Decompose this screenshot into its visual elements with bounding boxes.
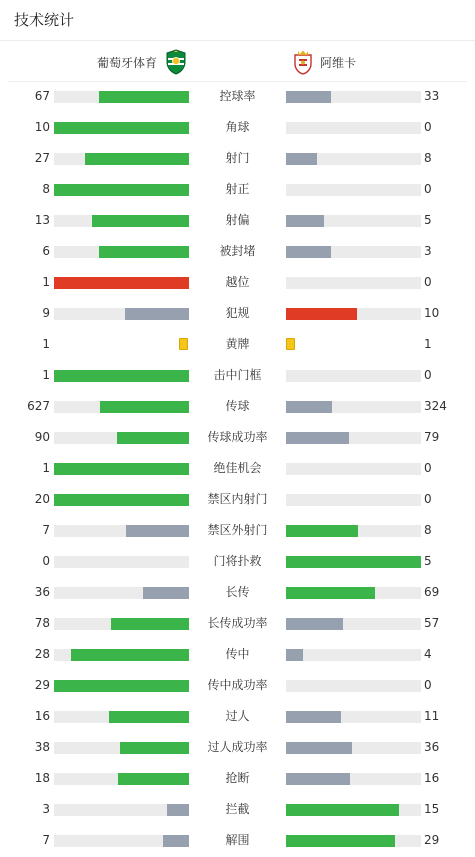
home-stat-bar <box>54 680 189 692</box>
away-stat-bar-fill <box>286 432 349 444</box>
stat-row <box>0 794 475 825</box>
home-stat-value: 20 <box>34 492 50 506</box>
away-stat-bar-fill <box>286 618 343 630</box>
stat-row <box>0 267 475 298</box>
home-stat-value: 7 <box>42 833 50 847</box>
away-stat-value: 16 <box>424 771 440 785</box>
away-stat-value: 0 <box>424 368 432 382</box>
home-stat-bar <box>54 587 189 599</box>
stat-label: 长传 <box>225 585 250 599</box>
home-stat-bar-fill <box>167 804 190 816</box>
home-stat-bar-fill <box>120 742 189 754</box>
stat-label: 长传成功率 <box>207 616 268 630</box>
home-stat-value: 10 <box>34 120 50 134</box>
stat-label: 绝佳机会 <box>213 461 262 475</box>
away-stat-value: 29 <box>424 833 440 847</box>
title-divider <box>0 40 475 41</box>
away-stat-bar <box>286 711 421 723</box>
cd-aves-crest-icon <box>292 49 314 75</box>
stats-list <box>0 81 475 856</box>
home-stat-bar <box>54 835 189 847</box>
stat-label: 射门 <box>225 151 250 165</box>
home-stat-value: 7 <box>42 523 50 537</box>
home-stat-value: 67 <box>34 89 50 103</box>
stat-row <box>0 81 475 112</box>
home-stat-bar <box>54 494 189 506</box>
stat-label: 传中 <box>225 647 250 661</box>
home-stat-value: 38 <box>34 740 50 754</box>
home-stat-bar <box>54 773 189 785</box>
away-stat-bar <box>286 91 421 103</box>
away-stat-value: 0 <box>424 182 432 196</box>
home-stat-bar <box>54 401 189 413</box>
away-stat-value: 8 <box>424 151 432 165</box>
home-stat-bar-fill <box>54 494 189 506</box>
home-stat-value: 1 <box>42 368 50 382</box>
away-stat-bar-fill <box>286 773 350 785</box>
away-stat-value: 4 <box>424 647 432 661</box>
away-stat-bar <box>286 556 421 568</box>
stat-row <box>0 608 475 639</box>
away-stat-bar <box>286 370 421 382</box>
home-stat-bar <box>54 711 189 723</box>
away-stat-bar <box>286 494 421 506</box>
home-stat-value: 18 <box>34 771 50 785</box>
stat-label: 击中门框 <box>213 368 262 382</box>
away-stat-bar-fill <box>286 308 357 320</box>
away-stat-bar <box>286 308 421 320</box>
away-stat-value: 57 <box>424 616 440 630</box>
home-stat-bar-fill <box>99 91 190 103</box>
away-stat-bar-fill <box>286 153 317 165</box>
home-stat-value: 627 <box>27 399 50 413</box>
stat-row <box>0 763 475 794</box>
stat-row <box>0 546 475 577</box>
home-stat-bar-fill <box>85 153 189 165</box>
stat-row <box>0 329 475 360</box>
stat-label: 过人 <box>225 709 250 723</box>
home-stat-bar <box>54 742 189 754</box>
home-team-header[interactable] <box>97 49 187 75</box>
stat-label: 射偏 <box>225 213 250 227</box>
home-stat-bar-fill <box>125 308 189 320</box>
away-stat-bar-fill <box>286 215 324 227</box>
away-stat-bar <box>286 835 421 847</box>
away-stat-bar <box>286 401 421 413</box>
home-stat-bar-fill <box>54 184 189 196</box>
away-stat-bar-fill <box>286 587 375 599</box>
sporting-cp-crest-icon <box>165 49 187 75</box>
away-stat-bar-fill <box>286 711 341 723</box>
home-stat-bar <box>54 525 189 537</box>
stat-row <box>0 577 475 608</box>
home-stat-bar <box>54 215 189 227</box>
stat-label: 犯规 <box>225 306 250 320</box>
stat-row <box>0 670 475 701</box>
home-stat-bar-fill <box>143 587 189 599</box>
home-stat-value: 1 <box>42 337 50 351</box>
away-stat-bar <box>286 432 421 444</box>
home-stat-bar <box>54 122 189 134</box>
stat-row <box>0 453 475 484</box>
stat-label: 过人成功率 <box>207 740 268 754</box>
away-stat-value: 5 <box>424 213 432 227</box>
home-stat-bar-fill <box>117 432 189 444</box>
home-stat-bar <box>54 463 189 475</box>
stat-label: 射正 <box>225 182 250 196</box>
away-stat-value: 1 <box>424 337 432 351</box>
home-stat-bar-fill <box>100 401 189 413</box>
stat-label: 抢断 <box>225 771 250 785</box>
home-stat-bar <box>54 246 189 258</box>
home-stat-bar-fill <box>99 246 189 258</box>
home-stat-bar-fill <box>54 680 189 692</box>
home-stat-bar-fill <box>71 649 189 661</box>
home-stat-value: 16 <box>34 709 50 723</box>
away-stat-bar <box>286 122 421 134</box>
home-stat-bar <box>54 649 189 661</box>
away-stat-bar <box>286 525 421 537</box>
away-stat-value: 5 <box>424 554 432 568</box>
stat-label: 传中成功率 <box>207 678 268 692</box>
away-stat-value: 10 <box>424 306 440 320</box>
home-stat-bar <box>54 277 189 289</box>
away-stat-bar <box>286 804 421 816</box>
stat-label: 禁区外射门 <box>207 523 268 537</box>
away-stat-value: 0 <box>424 275 432 289</box>
stat-label: 角球 <box>225 120 250 134</box>
away-stat-bar <box>286 618 421 630</box>
stat-label: 门将扑救 <box>213 554 262 568</box>
home-stat-value: 27 <box>34 151 50 165</box>
stat-label: 拦截 <box>225 802 250 816</box>
home-stat-bar <box>54 370 189 382</box>
stat-label: 越位 <box>225 275 250 289</box>
away-stat-bar-fill <box>286 525 358 537</box>
away-stat-bar-fill <box>286 246 331 258</box>
stat-row <box>0 143 475 174</box>
away-stat-value: 69 <box>424 585 440 599</box>
home-stat-bar <box>54 184 189 196</box>
stat-label: 解围 <box>225 833 250 847</box>
away-stat-bar-fill <box>286 742 352 754</box>
home-yellow-card-icon <box>179 338 188 350</box>
away-stat-value: 0 <box>424 678 432 692</box>
home-stat-value: 13 <box>34 213 50 227</box>
away-stat-bar <box>286 277 421 289</box>
home-stat-value: 3 <box>42 802 50 816</box>
away-stat-value: 11 <box>424 709 440 723</box>
stat-label: 黄牌 <box>225 337 250 351</box>
stat-row <box>0 174 475 205</box>
away-team-name: 阿维卡 <box>320 55 357 70</box>
away-stat-value: 0 <box>424 461 432 475</box>
home-stat-value: 8 <box>42 182 50 196</box>
away-stat-bar-fill <box>286 91 331 103</box>
home-stat-bar <box>54 153 189 165</box>
stat-label: 传球 <box>225 399 250 413</box>
away-stat-value: 15 <box>424 802 440 816</box>
away-stat-bar <box>286 649 421 661</box>
page-title: 技术统计 <box>14 11 75 29</box>
stat-row <box>0 732 475 763</box>
home-stat-value: 29 <box>34 678 50 692</box>
away-yellow-card-icon <box>286 338 295 350</box>
home-stat-bar-fill <box>118 773 189 785</box>
home-stat-bar-fill <box>92 215 190 227</box>
away-stat-bar <box>286 153 421 165</box>
away-stat-bar <box>286 215 421 227</box>
home-stat-value: 78 <box>34 616 50 630</box>
away-stat-bar <box>286 463 421 475</box>
stat-row <box>0 639 475 670</box>
away-stat-bar <box>286 246 421 258</box>
stat-row <box>0 484 475 515</box>
home-stat-bar <box>54 432 189 444</box>
stat-row <box>0 391 475 422</box>
home-stat-value: 9 <box>42 306 50 320</box>
away-stat-bar <box>286 773 421 785</box>
home-team-name: 葡萄牙体育 <box>96 55 157 70</box>
stat-row <box>0 701 475 732</box>
away-stat-bar-fill <box>286 556 421 568</box>
home-stat-value: 6 <box>42 244 50 258</box>
stat-row <box>0 422 475 453</box>
stat-label: 控球率 <box>219 89 256 103</box>
away-stat-bar <box>286 587 421 599</box>
home-stat-bar <box>54 308 189 320</box>
stat-label: 传球成功率 <box>207 430 268 444</box>
home-stat-bar-fill <box>109 711 189 723</box>
home-stat-value: 36 <box>34 585 50 599</box>
away-stat-bar <box>286 184 421 196</box>
away-stat-bar <box>286 742 421 754</box>
away-stat-value: 8 <box>424 523 432 537</box>
home-stat-bar-fill <box>126 525 189 537</box>
home-stat-bar-fill <box>54 463 189 475</box>
home-stat-bar-fill <box>54 122 189 134</box>
away-stat-bar <box>286 680 421 692</box>
home-stat-bar <box>54 618 189 630</box>
away-stat-bar-fill <box>286 835 395 847</box>
stat-row <box>0 515 475 546</box>
home-stat-value: 1 <box>42 461 50 475</box>
away-stat-value: 36 <box>424 740 440 754</box>
home-stat-bar-fill <box>54 370 189 382</box>
stat-label: 被封堵 <box>219 244 256 258</box>
home-stat-bar <box>54 804 189 816</box>
home-stat-bar <box>54 556 189 568</box>
home-stat-value: 28 <box>34 647 50 661</box>
stat-row <box>0 236 475 267</box>
away-stat-value: 3 <box>424 244 432 258</box>
away-stat-value: 79 <box>424 430 440 444</box>
away-stat-value: 0 <box>424 492 432 506</box>
home-stat-value: 1 <box>42 275 50 289</box>
stat-label: 禁区内射门 <box>207 492 268 506</box>
stat-row <box>0 205 475 236</box>
away-stat-value: 33 <box>424 89 440 103</box>
stat-row <box>0 360 475 391</box>
stat-row <box>0 825 475 856</box>
away-team-header[interactable] <box>292 49 356 75</box>
home-stat-value: 0 <box>42 554 50 568</box>
stat-row <box>0 112 475 143</box>
away-stat-value: 324 <box>424 399 447 413</box>
away-stat-bar-fill <box>286 649 303 661</box>
home-stat-bar-fill <box>111 618 189 630</box>
home-stat-value: 90 <box>34 430 50 444</box>
home-stat-bar <box>54 91 189 103</box>
home-stat-bar-fill <box>54 277 189 289</box>
stat-row <box>0 298 475 329</box>
home-stat-bar-fill <box>163 835 189 847</box>
away-stat-bar-fill <box>286 401 332 413</box>
away-stat-value: 0 <box>424 120 432 134</box>
away-stat-bar-fill <box>286 804 399 816</box>
